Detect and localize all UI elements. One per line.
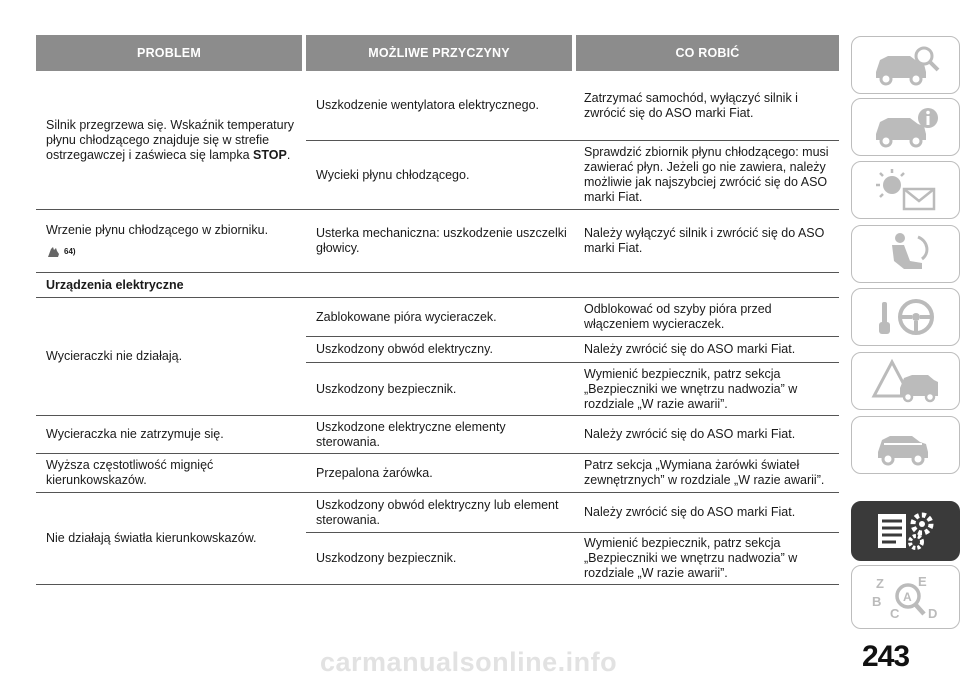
table-row (306, 298, 839, 336)
action-cell: Należy zwrócić się do ASO marki Fiat. (584, 427, 796, 441)
action-cell: Odblokować od szyby pióra przed włączeniem wycieraczek. (584, 302, 772, 331)
table-row (306, 493, 839, 532)
table-row-group (36, 454, 839, 493)
cause-cell: Uszkodzony obwód elektryczny. (316, 342, 493, 356)
svg-text:C: C (889, 606, 899, 620)
chapter-tab-3[interactable] (851, 161, 960, 219)
list-gears-icon (870, 508, 942, 554)
table-row-group (36, 210, 839, 273)
car-info-icon (870, 104, 942, 150)
alphabet-search-icon (870, 574, 942, 620)
problem-cell: Nie działają światła kierunkowskazów. (46, 531, 257, 545)
chapter-tab-6[interactable] (851, 352, 960, 410)
table-row-group (36, 493, 839, 585)
table-row-group (36, 416, 839, 454)
action-cell: Sprawdzić zbiornik płynu chłodzącego: musi zawierać płyn. Jeżeli go nie zawiera, należy możliwie jak najszybciej zwrócić się do ASO marki Fiat. (584, 145, 829, 204)
chapter-tab-2[interactable] (851, 98, 960, 156)
cause-cell: Przepalona żarówka. (316, 465, 433, 480)
car-tools-icon (870, 422, 942, 468)
table-row (306, 362, 839, 415)
chapter-tab-1[interactable] (851, 36, 960, 94)
lights-envelope-icon (870, 167, 942, 213)
action-cell: Wymienić bezpiecznik, patrz sekcja „Bezpieczniki we wnętrzu nadwozia” w rozdziale „W razie awarii”. (584, 536, 798, 580)
cause-cell: Zablokowane pióra wycieraczek. (316, 309, 497, 324)
action-cell: Patrz sekcja „Wymiana żarówki świateł zewnętrznych” w rozdziale „W razie awarii”. (584, 458, 825, 487)
problem-cell: Wycieraczka nie zatrzymuje się. (46, 427, 224, 441)
page-number: 243 (862, 640, 910, 673)
cause-cell: Uszkodzone elektryczne elementy sterowania. (316, 419, 506, 449)
table-row-group (36, 298, 839, 416)
action-cell: Należy zwrócić się do ASO marki Fiat. (584, 505, 796, 519)
table-row (306, 416, 839, 453)
chapter-tab-5[interactable] (851, 288, 960, 346)
seat-airbag-icon (870, 231, 942, 277)
cause-cell: Uszkodzenie wentylatora elektrycznego. (316, 98, 540, 112)
table-row-group (36, 71, 839, 210)
action-cell: Należy wyłączyć silnik i zwrócić się do ASO marki Fiat. (584, 226, 825, 255)
cause-cell: Uszkodzony obwód elektryczny lub element sterowania. (316, 497, 559, 527)
table-row (306, 71, 839, 140)
key-steering-icon (870, 294, 942, 340)
action-cell: Wymienić bezpiecznik, patrz sekcja „Bezpieczniki we wnętrzu nadwozia” w rozdziale „W razie awarii”. (584, 366, 798, 411)
table-row (306, 454, 839, 492)
svg-text:D: D (927, 606, 937, 620)
svg-text:A: A (902, 590, 912, 604)
chapter-tab-4[interactable] (851, 225, 960, 283)
problem-text: Wrzenie płynu chłodzącego w zbiorniku. (46, 223, 269, 237)
car-warning-icon (870, 358, 942, 404)
cause-cell: Wycieki płynu chłodzącego. (316, 167, 470, 182)
problem-cell: Wycieraczki nie działają. (46, 349, 183, 363)
table-row (306, 336, 839, 362)
header-actions: CO ROBIĆ (576, 35, 839, 71)
cause-cell: Uszkodzony bezpiecznik. (316, 381, 457, 396)
cause-cell: Usterka mechaniczna: uszkodzenie uszczelki głowicy. (316, 226, 567, 255)
problem-text: Silnik przegrzewa się. Wskaźnik temperatury płynu chłodzącego znajduje się w strefie ostrzegawczej i zaświeca się lampka STOP. (46, 117, 294, 162)
car-search-icon (870, 42, 942, 88)
svg-text:Z: Z (875, 576, 884, 591)
troubleshooting-table (36, 35, 839, 585)
watermark: carmanualsonline.info (320, 647, 618, 677)
header-causes: MOŻLIWE PRZYCZYNY (306, 35, 572, 71)
table-row (306, 210, 839, 272)
svg-text:E: E (917, 574, 927, 589)
problem-cell: Wyższa częstotliwość mignięć kierunkowskazów. (46, 458, 214, 487)
problem-cell (36, 210, 306, 272)
chapter-tab-7[interactable] (851, 416, 960, 474)
cause-cell: Uszkodzony bezpiecznik. (316, 551, 457, 565)
table-row (306, 532, 839, 584)
table-header (36, 35, 839, 71)
action-cell: Zatrzymać samochód, wyłączyć silnik i zwrócić się do ASO marki Fiat. (584, 90, 798, 120)
chapter-tab-9[interactable] (851, 565, 960, 629)
chapter-tab-8[interactable] (851, 501, 960, 561)
warning-ref: 64) (64, 247, 76, 256)
problem-cell (36, 71, 306, 209)
warning-hand-icon (46, 246, 60, 258)
section-title: Urządzenia elektryczne (36, 273, 839, 298)
header-problem: PROBLEM (36, 35, 302, 71)
svg-text:B: B (871, 594, 881, 609)
table-row (306, 140, 839, 209)
action-cell: Należy zwrócić się do ASO marki Fiat. (584, 342, 796, 356)
